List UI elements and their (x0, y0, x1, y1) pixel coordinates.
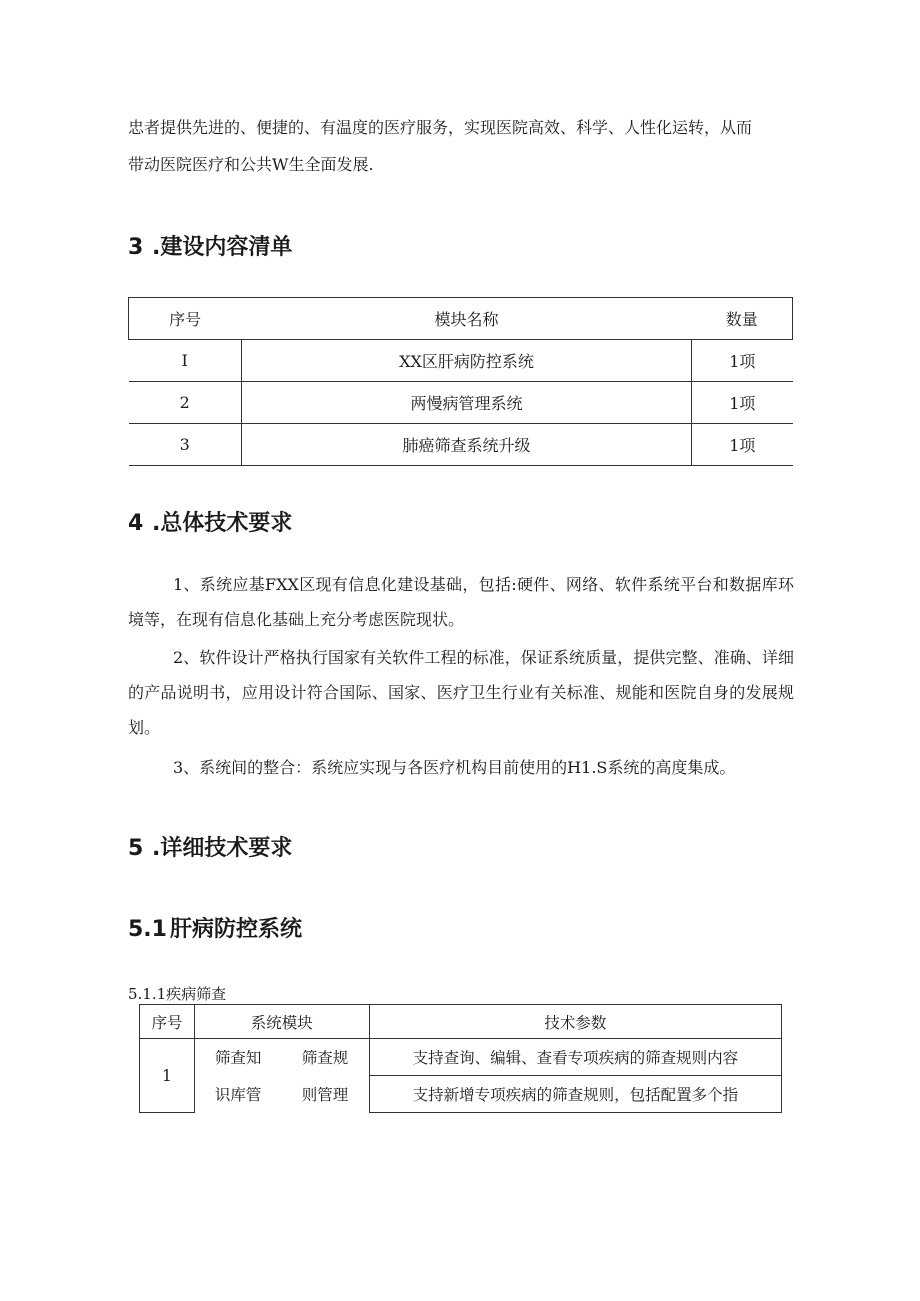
row-qty: 1项 (692, 340, 793, 382)
section-3-heading (128, 233, 292, 263)
row-no: 3 (129, 424, 242, 466)
row-qty: 1项 (692, 424, 793, 466)
section-5-heading (128, 834, 292, 864)
section-4-heading (128, 509, 292, 539)
table-row (129, 340, 793, 382)
section-5-1-1-caption: 5.1.1疾病筛查 (128, 985, 227, 1003)
table-row (140, 1039, 782, 1076)
section-5-1-title: 肝病防控系统 (170, 917, 303, 942)
param-cell: 支持查询、编辑、查看专项疾病的筛查规则内容 (369, 1039, 781, 1076)
column-header-no: 序号 (129, 298, 242, 340)
requirement-paragraph-3: 3、系统间的整合：系统应实现与各医疗机构目前使用的H1.S系统的高度集成。 (173, 758, 736, 777)
section-5-number: 5 (128, 836, 144, 861)
section-3-title: .建设内容清单 (152, 235, 293, 260)
row-module-name: 两慢病管理系统 (241, 382, 691, 424)
table-row (140, 1076, 782, 1113)
column-header-params: 技术参数 (369, 1005, 781, 1039)
requirement-paragraph-1: 1、系统应基FXX区现有信息化建设基础，包括:硬件、网络、软件系统平台和数据库环境等，在现有信息化基础上充分考虑医院现状。 (128, 575, 794, 629)
row-module-name: XX区肝病防控系统 (241, 340, 691, 382)
column-header-module: 模块名称 (241, 298, 691, 340)
module-a-line-1: 筛查知 (194, 1039, 281, 1076)
column-header-module: 系统模块 (194, 1005, 369, 1039)
section-5-1-heading (128, 915, 302, 945)
disease-screening-table (139, 1004, 782, 1113)
section-5-title: .详细技术要求 (152, 836, 293, 861)
requirement-paragraph-2: 2、软件设计严格执行国家有关软件工程的标准，保证系统质量，提供完整、准确、详细的产品说明书，应用设计符合国际、国家、医疗卫生行业有关标准、规能和医院自身的发展规划。 (128, 648, 794, 737)
module-b-line-2: 则管理 (281, 1076, 369, 1113)
intro-line-1: 忠者提供先进的、便捷的、有温度的医疗服务，实现医院高效、科学、人性化运转，从而 (128, 118, 753, 137)
build-content-table (128, 297, 793, 466)
section-5-1-number: 5.1 (128, 917, 167, 942)
table-header-row (140, 1005, 782, 1039)
table-header-row (129, 298, 793, 340)
module-a-line-2: 识库管 (194, 1076, 281, 1113)
row-no: 1 (140, 1039, 195, 1113)
row-module-name: 肺癌筛查系统升级 (241, 424, 691, 466)
row-no: I (129, 340, 242, 382)
table-row (129, 424, 793, 466)
section-4-number: 4 (128, 511, 144, 536)
row-no: 2 (129, 382, 242, 424)
section-4-title: .总体技术要求 (152, 511, 293, 536)
intro-line-2: 带动医院医疗和公共W生全面发展. (128, 155, 374, 174)
module-b-line-1: 筛查规 (281, 1039, 369, 1076)
section-3-number: 3 (128, 235, 144, 260)
param-cell: 支持新增专项疾病的筛查规则，包括配置多个指 (369, 1076, 781, 1113)
table-row (129, 382, 793, 424)
row-qty: 1项 (692, 382, 793, 424)
column-header-no: 序号 (140, 1005, 195, 1039)
column-header-qty: 数量 (692, 298, 793, 340)
